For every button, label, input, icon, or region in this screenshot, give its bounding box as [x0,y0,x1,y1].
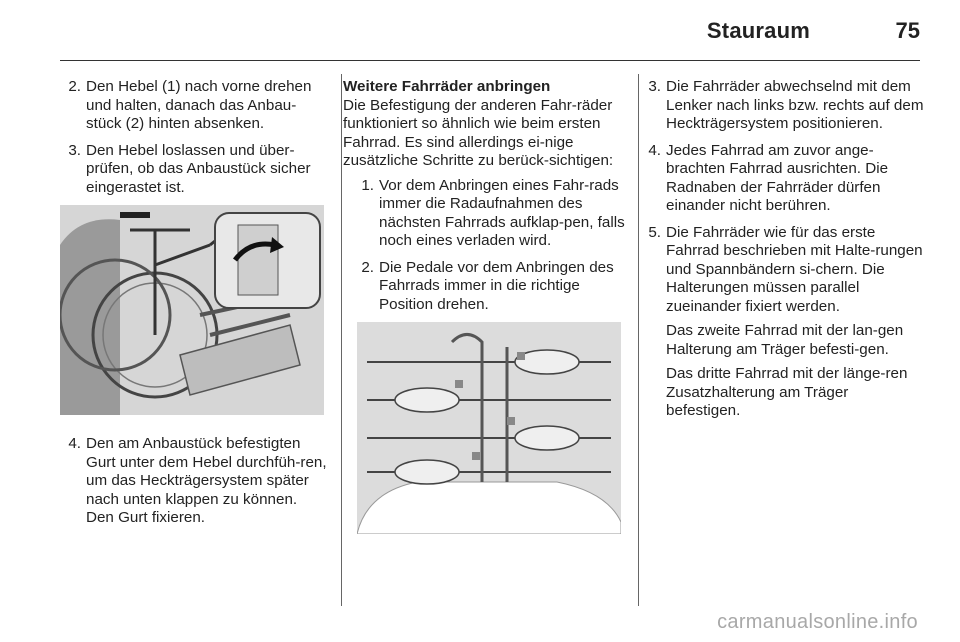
list-item [60,78,328,134]
watermark: carmanualsonline.info [717,611,918,633]
bike-rack-lever-illustration [60,205,324,415]
column-divider [341,74,342,606]
bike-rack-lever-drawing [60,205,324,415]
step-number: 2. [361,258,374,276]
section-heading: Weitere Fahrräder anbringen [343,78,551,95]
step-text: Den Hebel (1) nach vorne drehen und halten, danach das Anbau-stück (2) hinten absenken. [86,78,312,132]
step-number: 1. [361,176,374,194]
list-item [60,142,328,198]
list-item [353,177,628,251]
step-text: Jedes Fahrrad am zuvor ange-brachten Fahrrad ausrichten. Die Radnaben der Fahrräder dürfen einander nicht berühren. [666,141,889,214]
page-number: 75 [895,18,920,43]
column-divider [638,74,639,606]
instruction-list [640,78,925,421]
list-item [640,78,925,134]
step-number: 2. [68,78,81,95]
instruction-list [60,435,328,528]
step-text: Die Fahrräder abwechselnd mit dem Lenker nach links bzw. rechts auf dem Heckträgersystem positionieren. [666,78,924,132]
list-item [640,224,925,421]
step-text: Die Pedale vor dem Anbringen des Fahrrads immer in die richtige Position drehen. [379,258,614,313]
step-number: 4. [648,141,661,159]
instruction-list [60,78,328,197]
bike-rack-top-view-drawing [357,322,621,534]
column-middle [343,78,628,534]
instruction-list [343,177,628,315]
step-text: Die Fahrräder wie für das erste Fahrrad beschrieben mit Halte-rungen und Spannbändern si-chern. Die Halterungen müssen parallel zueinander fixiert werden. [666,223,923,315]
column-left [60,78,328,536]
step-note: Das zweite Fahrrad mit der lan-gen Halterung am Träger befesti-gen. [666,322,904,358]
step-number: 3. [68,141,81,159]
step-note: Das dritte Fahrrad mit der länge-ren Zusatzhalterung am Träger befestigen. [666,365,908,419]
step-number: 4. [68,435,81,452]
page-title: Stauraum [706,18,810,43]
step-text: Den am Anbaustück befestigten Gurt unter dem Hebel durchfüh-ren, um das Heckträgersystem später nach unten klappen zu können. Den Gurt fixieren. [86,435,327,526]
list-item [60,435,328,528]
step-number: 3. [648,78,661,95]
header-divider [60,60,920,61]
list-item [640,142,925,216]
step-body [666,224,925,421]
column-right [640,78,925,429]
bike-rack-top-view-illustration [357,322,621,534]
step-number: 5. [648,223,661,241]
list-item [353,259,628,315]
step-text: Den Hebel loslassen und über-prüfen, ob das Anbaustück sicher eingerastet ist. [86,141,311,196]
step-text: Vor dem Anbringen eines Fahr-rads immer die Radaufnahmen des nächsten Fahrrads aufklap-pen, falls noch eines verladen wird. [379,176,625,249]
section-intro: Die Befestigung der anderen Fahr-räder funktioniert so ähnlich wie beim ersten Fahrrad. Es sind allerdings ei-nige zusätzliche Schritte zu berück-sichtigen: [343,96,614,169]
